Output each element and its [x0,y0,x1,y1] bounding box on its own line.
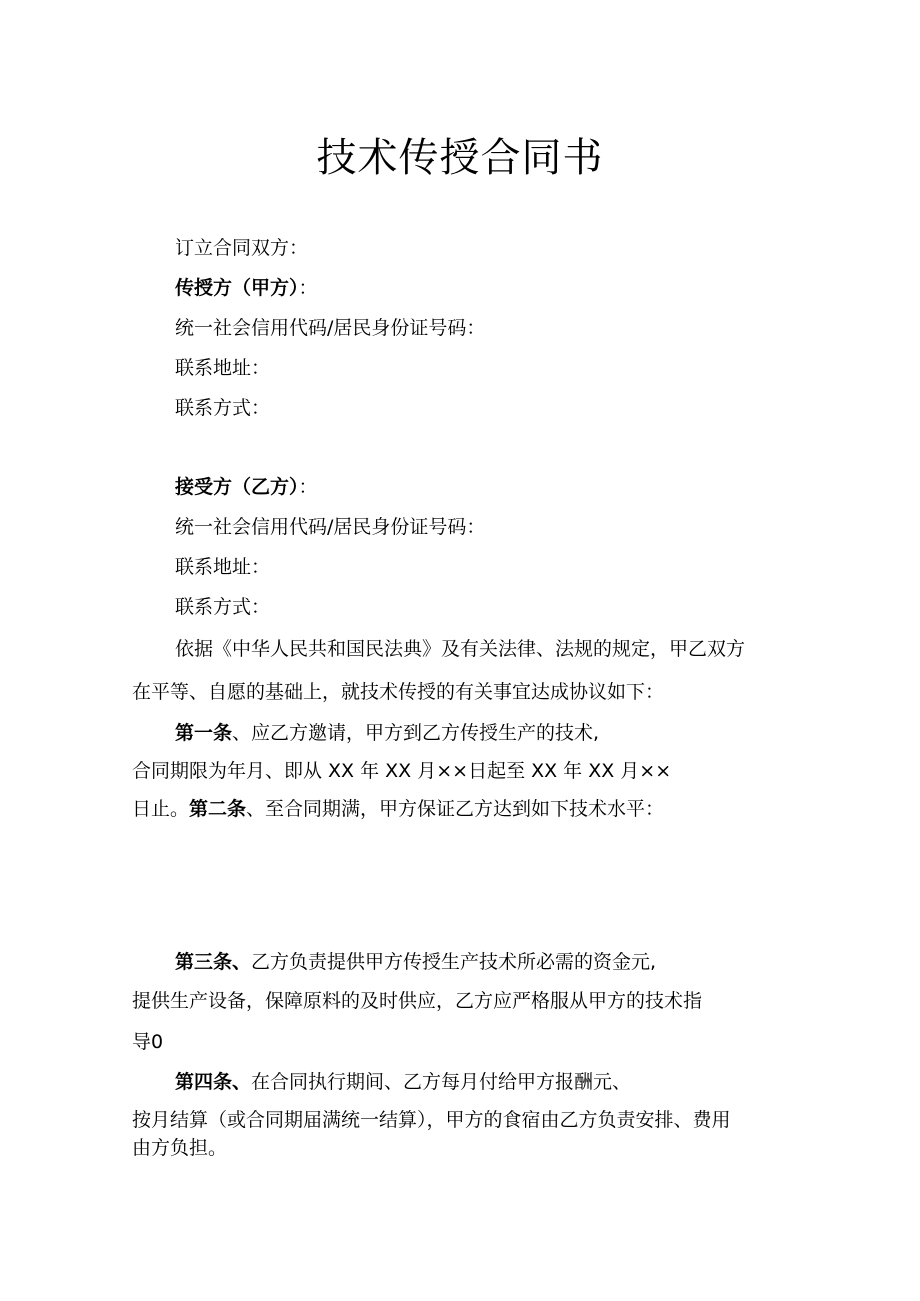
article-1-text: 、应乙方邀请，甲方到乙方传授生产的技术, [232,722,600,744]
party-b-address-field: 联系地址： [175,556,271,578]
party-a-label: 传授方（甲方） [175,277,299,299]
article-4-label: 第四条、 [175,1071,252,1093]
article-2-text: 、至合同期满，甲方保证乙方达到如下技术水平： [246,798,665,820]
preamble-line-1: 依据《中华人民共和国民法典》及有关法律、法规的规定，甲乙双方 [175,638,746,660]
article-1-line-1 [175,719,599,747]
article-3-label: 第三条、 [175,951,252,973]
article-4-line-3: 由方负担。 [132,1137,228,1159]
parties-heading: 订立合同双方： [175,237,309,259]
party-b-colon: ： [298,476,318,498]
article-4-line-2: 按月结算（或合同期届满统一结算），甲方的食宿由乙方负责安排、费用 [132,1109,731,1131]
party-b-id-field: 统一社会信用代码/居民身份证号码： [175,516,486,538]
article-4-text: 在合同执行期间、乙方每月付给甲方报酬元、 [251,1071,632,1093]
article-3-text: 乙方负责提供甲方传授生产技术所必需的资金元, [251,951,657,973]
article-3-line-3: 导0 [132,1031,164,1053]
article-1-line-2: 合同期限为年月、即从 XX 年 XX 月××日起至 XX 年 XX 月×× [132,760,672,782]
article-1-end: 日止。 [132,798,190,820]
preamble-line-2: 在平等、自愿的基础上，就技术传授的有关事宜达成协议如下： [132,681,665,703]
party-a-heading [175,274,318,302]
party-a-id-field: 统一社会信用代码/居民身份证号码： [175,317,486,339]
article-4-line-1 [175,1068,631,1096]
party-b-contact-field: 联系方式： [175,596,271,618]
article-1-line-3 [132,795,664,823]
party-b-heading [175,473,318,501]
article-3-line-1 [175,948,656,976]
party-a-colon: ： [298,277,318,299]
party-a-contact-field: 联系方式： [175,397,271,419]
party-b-label: 接受方（乙方） [175,476,299,498]
article-3-line-2: 提供生产设备，保障原料的及时供应，乙方应严格服从甲方的技术指 [132,990,703,1012]
party-a-address-field: 联系地址： [175,357,271,379]
article-1-label: 第一条 [175,722,233,744]
article-2-label: 第二条 [189,798,247,820]
document-title: 技术传授合同书 [316,135,604,181]
